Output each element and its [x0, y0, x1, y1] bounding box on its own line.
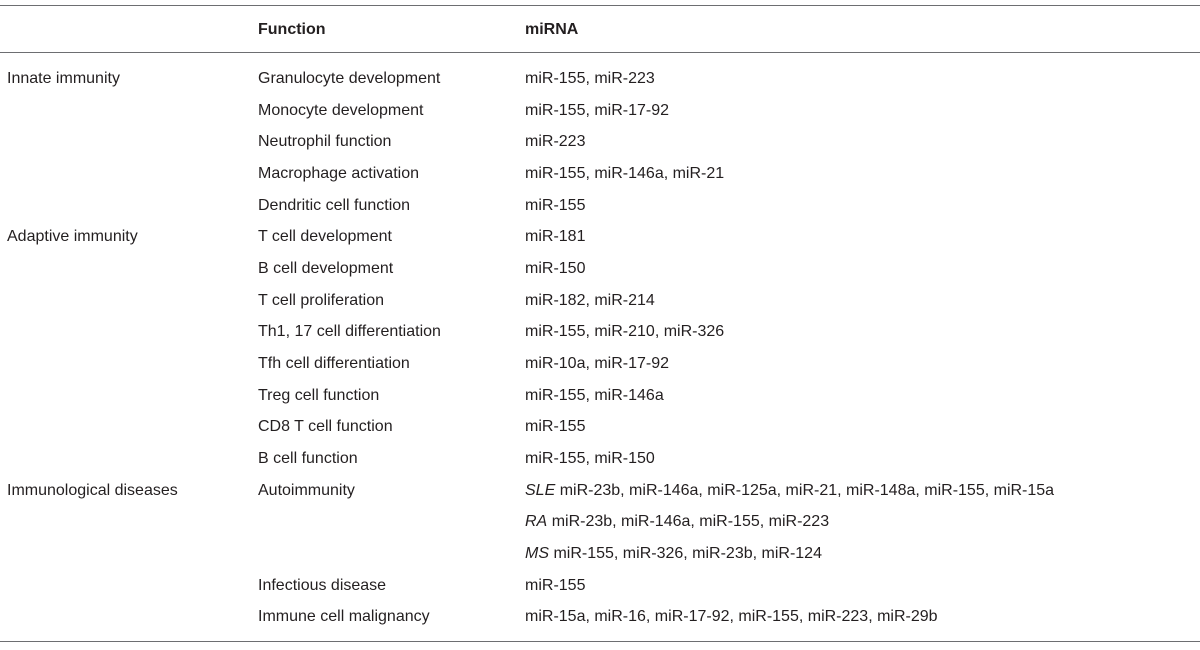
- table-row: [0, 285, 1200, 317]
- mirna-cell: [525, 380, 664, 412]
- function-cell: T cell development: [258, 228, 392, 246]
- mirna-cell: [525, 126, 585, 158]
- function-cell: CD8 T cell function: [258, 418, 393, 436]
- table-bottom-rule: [0, 641, 1200, 642]
- table-row: [0, 316, 1200, 348]
- mirna-list: miR-150: [525, 259, 586, 277]
- function-cell: B cell function: [258, 449, 358, 467]
- mirna-list: miR-15a, miR-16, miR-17-92, miR-155, miR-223, miR-29b: [525, 608, 938, 626]
- mirna-list: miR-23b, miR-146a, miR-155, miR-223: [551, 513, 830, 531]
- mirna-list: miR-23b, miR-146a, miR-125a, miR-21, miR-148a, miR-155, miR-15a: [559, 481, 1055, 499]
- mirna-cell: [525, 95, 669, 127]
- mirna-list: miR-155: [525, 196, 586, 214]
- function-cell: Monocyte development: [258, 101, 424, 119]
- mirna-cell: [525, 190, 585, 222]
- mirna-list: miR-155, miR-326, miR-23b, miR-124: [553, 544, 822, 562]
- disease-abbrev: MS: [525, 544, 549, 562]
- mirna-list: miR-155, miR-150: [525, 449, 655, 467]
- mirna-list: miR-155, miR-210, miR-326: [525, 323, 725, 341]
- table-row: [0, 601, 1200, 633]
- function-cell: Autoimmunity: [258, 481, 355, 499]
- mirna-list: miR-155, miR-17-92: [525, 101, 670, 119]
- mirna-cell: [525, 158, 724, 190]
- function-cell: Granulocyte development: [258, 70, 441, 87]
- disease-abbrev: SLE: [525, 481, 556, 499]
- table-row: [0, 506, 1200, 538]
- table-row: [0, 95, 1200, 127]
- table-row: [0, 538, 1200, 570]
- mirna-cell: [525, 411, 585, 443]
- header-function: Function: [258, 21, 326, 38]
- table-header-rule: [0, 52, 1200, 53]
- table-row: [0, 253, 1200, 285]
- mirna-cell: [525, 475, 1054, 507]
- function-cell: Infectious disease: [258, 576, 387, 594]
- function-cell: Macrophage activation: [258, 164, 419, 182]
- mirna-list: miR-155: [525, 576, 586, 594]
- function-cell: Tfh cell differentiation: [258, 354, 410, 372]
- table-row: [0, 348, 1200, 380]
- table-row: [0, 158, 1200, 190]
- mirna-list: miR-182, miR-214: [525, 291, 655, 309]
- function-cell: B cell development: [258, 259, 394, 277]
- mirna-cell: [525, 443, 655, 475]
- mirna-cell: [525, 348, 669, 380]
- mirna-list: miR-155, miR-146a, miR-21: [525, 164, 725, 182]
- mirna-list: miR-155, miR-223: [525, 70, 655, 87]
- mirna-list: miR-10a, miR-17-92: [525, 354, 670, 372]
- mirna-list: miR-223: [525, 133, 586, 151]
- function-cell: Immune cell malignancy: [258, 608, 430, 626]
- table-row: [0, 126, 1200, 158]
- mirna-list: miR-155: [525, 418, 586, 436]
- table-row: [0, 63, 1200, 95]
- mirna-cell: [525, 253, 585, 285]
- function-cell: Neutrophil function: [258, 133, 392, 151]
- table-body: [0, 63, 1200, 633]
- mirna-cell: [525, 316, 724, 348]
- function-cell: T cell proliferation: [258, 291, 384, 309]
- table-row: [0, 443, 1200, 475]
- mirna-list: miR-181: [525, 228, 586, 246]
- mirna-cell: [525, 221, 585, 253]
- table-row: [0, 190, 1200, 222]
- mirna-cell: [525, 506, 829, 538]
- category-cell: Innate immunity: [7, 70, 120, 87]
- category-cell: Adaptive immunity: [7, 228, 138, 246]
- mirna-cell: [525, 63, 655, 95]
- table-header-row: [0, 5, 1200, 52]
- mirna-cell: [525, 538, 822, 570]
- mirna-cell: [525, 285, 655, 317]
- disease-abbrev: RA: [525, 513, 548, 531]
- table-row: [0, 570, 1200, 602]
- table-row: [0, 380, 1200, 412]
- table-row: [0, 221, 1200, 253]
- header-mirna: miRNA: [525, 21, 579, 38]
- mirna-cell: [525, 601, 938, 633]
- table-row: [0, 411, 1200, 443]
- function-cell: Treg cell function: [258, 386, 380, 404]
- table-row: [0, 475, 1200, 507]
- function-cell: Th1, 17 cell differentiation: [258, 323, 441, 341]
- mirna-list: miR-155, miR-146a: [525, 386, 664, 404]
- mirna-cell: [525, 570, 585, 602]
- function-cell: Dendritic cell function: [258, 196, 411, 214]
- category-cell: Immunological diseases: [7, 481, 178, 499]
